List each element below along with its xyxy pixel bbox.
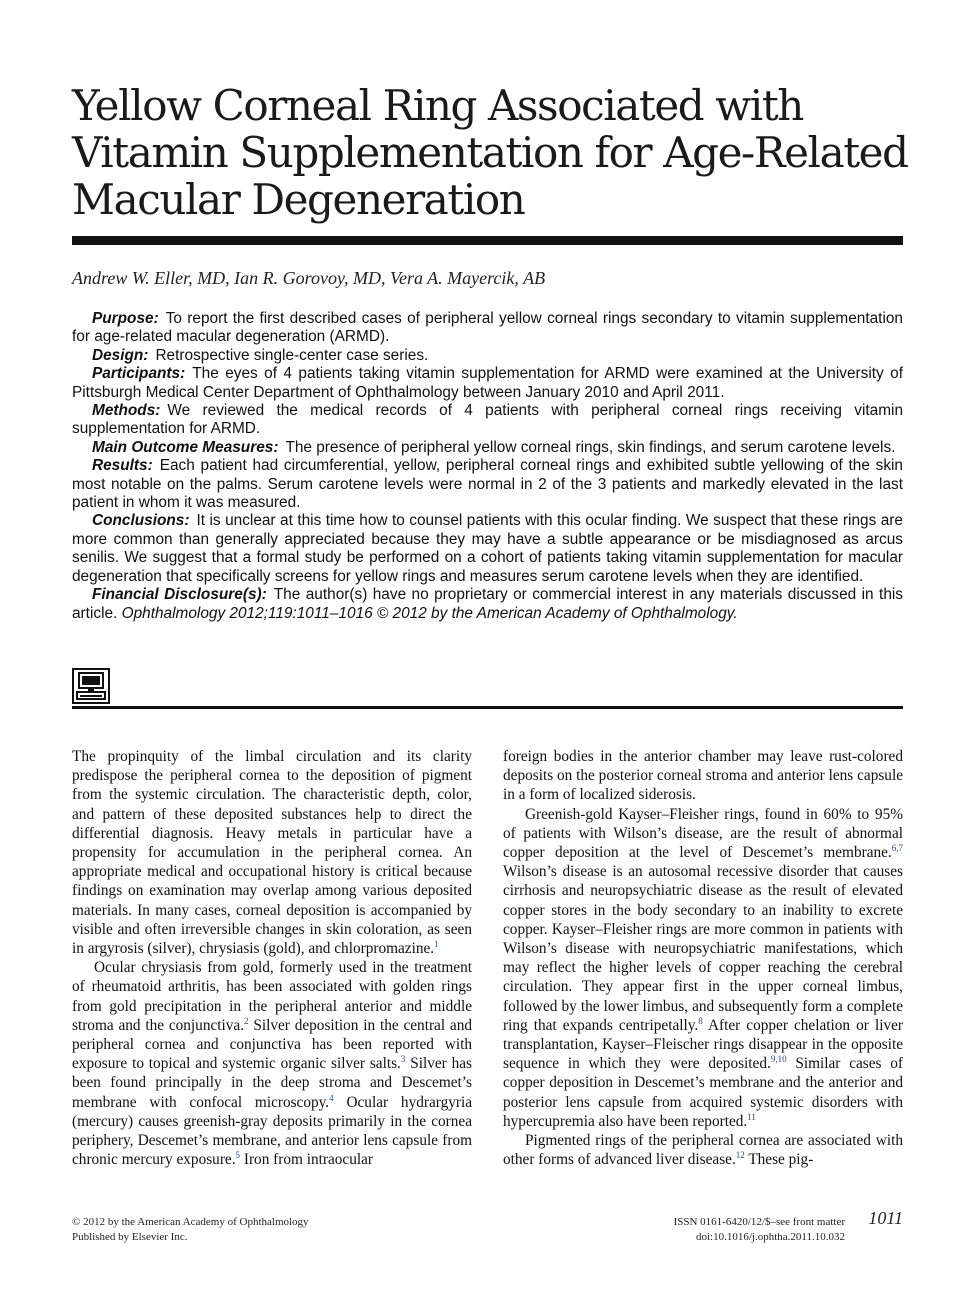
journal-citation: Ophthalmology 2012;119:1011–1016 © 2012 by the American Academy of Ophthalmology. <box>121 604 738 622</box>
abstract-text: Retrospective single-center case series. <box>155 346 429 364</box>
abstract-label: Methods: <box>92 402 161 420</box>
reference-superscript[interactable]: 8 <box>698 1015 703 1026</box>
abstract-label: Conclusions: <box>92 512 190 530</box>
title-line: Yellow Corneal Ring Associated with <box>72 81 803 130</box>
body-column-left <box>72 747 472 1169</box>
footer-identifiers <box>560 1215 845 1245</box>
abstract-participants <box>72 365 903 402</box>
abstract-label: Main Outcome Measures: <box>92 438 279 456</box>
body-paragraph: Pigmented rings of the peripheral cornea are associated with other forms of advanced liver disease.$^{12}$ These pig- <box>503 1132 903 1169</box>
abstract-text: The presence of peripheral yellow corneal rings, skin findings, and serum carotene levels. <box>285 438 896 456</box>
body-paragraph: Greenish-gold Kayser–Fleisher rings, found in 60% to 95% of patients with Wilson’s disease, are the result of abnormal copper deposition at the level of Descemet’s membrane.$^{6,7}$ Wilson’s disease is an autosomal recessive disorder that causes cirrhosis and neuropsychiatric disease as the result of elevated copper stores in the body secondary to an inability to excrete copper. Kayser–Fleisher rings are more common in patients with Wilson’s disease with neuropsychiatric manifestations, which may reflect the higher levels of copper reaching the cerebral circulation. They appear first in the upper corneal limbus, followed by the lower limbus, and subsequently form a complete ring that expands centripetally.$^8$ After copper chelation or liver transplantation, Kayser–Fleischer rings disappear in the opposite sequence in which they were deposited.$^{9,10}$ Similar cases of copper deposition in Descemet’s membrane and the anterior and posterior lens capsule from acquired systemic disorders with hypercupremia also have been reported.$^{11}$ <box>503 805 903 1130</box>
article-title <box>72 82 912 223</box>
abstract-text: To report the first described cases of peripheral yellow corneal rings secondary to vitamin supplementation for age-related macular degeneration (ARMD). <box>72 310 903 346</box>
reference-superscript[interactable]: 6,7 <box>891 842 903 853</box>
reference-superscript[interactable]: 3 <box>400 1054 406 1065</box>
abstract-methods <box>72 402 903 439</box>
reference-superscript[interactable]: 2 <box>244 1015 249 1026</box>
reference-superscript[interactable]: 12 <box>735 1150 745 1161</box>
abstract-conclusions <box>72 512 903 586</box>
title-line: Macular Degeneration <box>72 175 525 224</box>
author-list: Andrew W. Eller, MD, Ian R. Gorovoy, MD, Vera A. Mayercik, AB <box>72 268 546 288</box>
body-column-right <box>503 747 903 1169</box>
abstract-text: The eyes of 4 patients taking vitamin supplementation for ARMD were examined at the University of Pittsburgh Medical Center Department of Ophthalmology between January 2010 and April 2011. <box>72 365 903 401</box>
abstract-text: It is unclear at this time how to counsel patients with this ocular finding. We suspect that these rings are more common than generally appreciated because they may have a subtle appearance or be misdiagnosed as arcus senilis. We suggest that a formal study be performed on a cohort of patients taking vitamin supplementation for macular degeneration that specifically screens for yellow rings and measures serum carotene levels when they are identified. <box>72 512 903 585</box>
issn-line: ISSN 0161-6420/12/$–see front matter <box>673 1216 845 1228</box>
abstract-label: Purpose: <box>92 310 159 327</box>
abstract-label: Financial Disclosure(s): <box>92 586 267 604</box>
title-line: Vitamin Supplementation for Age-Related <box>72 128 908 177</box>
footer-copyright <box>72 1215 472 1245</box>
abstract-divider <box>72 706 903 709</box>
abstract-label: Participants: <box>92 365 186 383</box>
body-paragraph: Ocular chrysiasis from gold, formerly used in the treatment of rheumatoid arthritis, has been associated with golden rings from gold precipitation in the peripheral anterior and middle stroma and the conjunctiva.$^2$ Silver deposition in the central and peripheral cornea and conjunctiva has been reported with exposure to topical and systemic organic silver salts.$^3$ Silver has been found principally in the deep stroma and Descemet’s membrane with confocal microscopy.$^4$ Ocular hydrargyria (mercury) causes greenish-gray deposits primarily in the cornea periphery, Descemet’s membrane, and anterior lens capsule from chronic mercury exposure.$^5$ Iron from intraocular <box>72 959 472 1169</box>
doi-line: doi:10.1016/j.ophtha.2011.10.032 <box>695 1231 845 1243</box>
abstract-results <box>72 457 903 512</box>
computer-monitor-icon[interactable] <box>72 668 110 704</box>
abstract-text: We reviewed the medical records of 4 patients with peripheral corneal rings receiving vitamin supplementation for ARMD. <box>72 402 903 438</box>
abstract-financial-disclosure <box>72 586 903 623</box>
reference-superscript[interactable]: 4 <box>329 1092 334 1103</box>
body-paragraph: foreign bodies in the anterior chamber may leave rust-colored deposits on the posterior corneal stroma and anterior lens capsule in a form of localized siderosis. <box>503 748 903 804</box>
abstract <box>72 310 903 623</box>
abstract-label: Design: <box>92 346 149 364</box>
abstract-purpose <box>72 310 903 347</box>
page-number: 1011 <box>868 1208 903 1228</box>
title-divider <box>72 236 903 245</box>
abstract-text: The author(s) have no proprietary or commercial interest in any materials discussed in this article. <box>72 586 903 622</box>
publisher-line: Published by Elsevier Inc. <box>72 1231 188 1243</box>
reference-superscript[interactable]: 9,10 <box>770 1054 787 1065</box>
abstract-label: Results: <box>92 457 153 475</box>
reference-superscript[interactable]: 1 <box>434 938 439 949</box>
reference-superscript[interactable]: 5 <box>235 1150 241 1161</box>
reference-superscript[interactable]: 11 <box>747 1111 756 1122</box>
body-paragraph: The propinquity of the limbal circulation and its clarity predispose the peripheral cornea to the deposition of pigment from the systemic circulation. The characteristic depth, color, and pattern of these deposited substances help to direct the differential diagnosis. Heavy metals in particular have a propensity for accumulation in the peripheral cornea. An appropriate medical and occupational history is critical because findings on examination may overlap among various deposited materials. In many cases, corneal deposition is accompanied by visible and often irreversible changes in skin coloration, as seen in argyrosis (silver), chrysiasis (gold), and chlorpromazine.$^1$ <box>72 748 472 958</box>
abstract-design <box>72 347 903 365</box>
copyright-line: © 2012 by the American Academy of Ophthalmology <box>72 1216 309 1228</box>
abstract-outcome-measures <box>72 439 903 457</box>
abstract-text: Each patient had circumferential, yellow, peripheral corneal rings and exhibited subtle yellowing of the skin most notable on the palms. Serum carotene levels were normal in 2 of the 3 patients and markedly elevated in the last patient in whom it was measured. <box>72 457 903 512</box>
